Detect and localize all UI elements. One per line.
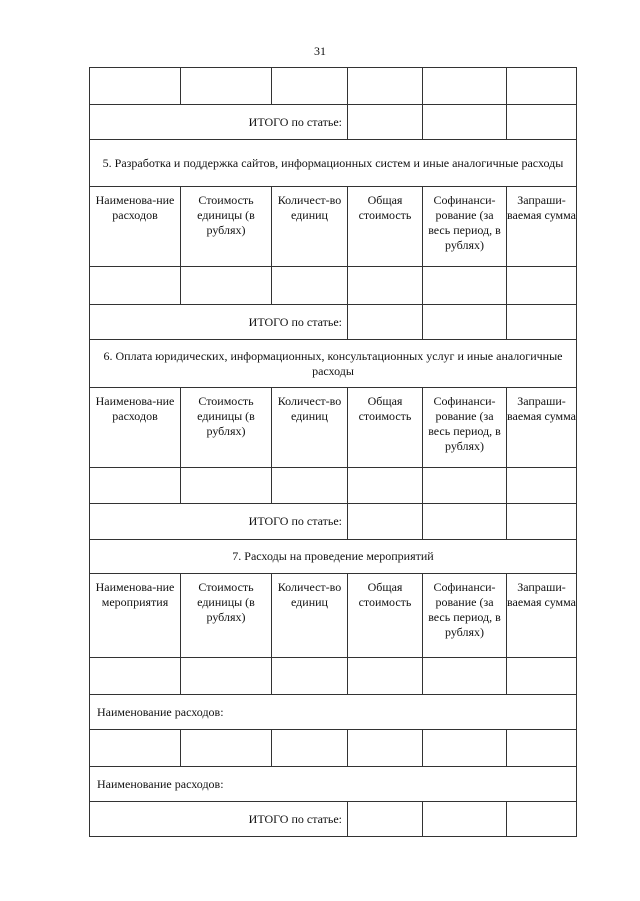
column-header: Количест-во единиц xyxy=(272,187,348,267)
cell[interactable] xyxy=(181,730,272,767)
cell[interactable] xyxy=(507,267,577,305)
cell[interactable] xyxy=(272,658,348,695)
cell[interactable] xyxy=(181,658,272,695)
column-header: Софинанси-рование (за весь период, в рублях) xyxy=(423,574,507,658)
cell[interactable] xyxy=(272,267,348,305)
cell[interactable] xyxy=(423,267,507,305)
cell[interactable] xyxy=(507,730,577,767)
column-header: Общая стоимость xyxy=(348,388,423,468)
column-header: Софинанси-рование (за весь период, в рублях) xyxy=(423,187,507,267)
total-cell[interactable] xyxy=(348,105,423,140)
total-cell[interactable] xyxy=(423,305,507,340)
table-row xyxy=(90,267,577,305)
cell[interactable] xyxy=(423,658,507,695)
total-cell[interactable] xyxy=(348,504,423,540)
header-row xyxy=(90,574,577,658)
cell[interactable] xyxy=(181,267,272,305)
total-cell[interactable] xyxy=(507,802,577,837)
expense-name-label: Наименование расходов: xyxy=(90,695,577,730)
cell[interactable] xyxy=(90,68,181,105)
cell[interactable] xyxy=(507,468,577,504)
cell[interactable] xyxy=(423,468,507,504)
column-header: Общая стоимость xyxy=(348,187,423,267)
header-row xyxy=(90,388,577,468)
total-cell[interactable] xyxy=(423,504,507,540)
cell[interactable] xyxy=(181,68,272,105)
cell[interactable] xyxy=(348,468,423,504)
cell[interactable] xyxy=(348,267,423,305)
expense-name-row xyxy=(90,767,577,802)
column-header: Запраши-ваемая сумма xyxy=(507,388,577,468)
total-label: ИТОГО по статье: xyxy=(90,105,348,140)
total-cell[interactable] xyxy=(348,802,423,837)
section-title: 6. Оплата юридических, информационных, консультационных услуг и иные аналогичные расходы xyxy=(90,340,577,388)
total-cell[interactable] xyxy=(507,504,577,540)
table-row xyxy=(90,468,577,504)
expense-name-row xyxy=(90,695,577,730)
total-label: ИТОГО по статье: xyxy=(90,802,348,837)
total-row xyxy=(90,504,577,540)
column-header: Количест-во единиц xyxy=(272,574,348,658)
budget-table xyxy=(89,67,577,837)
total-label: ИТОГО по статье: xyxy=(90,504,348,540)
section-title: 7. Расходы на проведение мероприятий xyxy=(90,540,577,574)
section-title-row xyxy=(90,540,577,574)
table-row xyxy=(90,68,577,105)
cell[interactable] xyxy=(90,658,181,695)
total-cell[interactable] xyxy=(507,305,577,340)
column-header: Количест-во единиц xyxy=(272,388,348,468)
page-number: 31 xyxy=(314,44,326,58)
column-header: Запраши-ваемая сумма xyxy=(507,574,577,658)
total-cell[interactable] xyxy=(423,802,507,837)
cell[interactable] xyxy=(90,730,181,767)
cell[interactable] xyxy=(90,267,181,305)
column-header: Запраши-ваемая сумма xyxy=(507,187,577,267)
cell[interactable] xyxy=(507,658,577,695)
cell[interactable] xyxy=(348,658,423,695)
cell[interactable] xyxy=(272,68,348,105)
total-row xyxy=(90,802,577,837)
total-label: ИТОГО по статье: xyxy=(90,305,348,340)
section-title-row xyxy=(90,140,577,187)
table-row xyxy=(90,658,577,695)
total-row xyxy=(90,105,577,140)
cell[interactable] xyxy=(423,730,507,767)
cell[interactable] xyxy=(272,730,348,767)
expense-name-label: Наименование расходов: xyxy=(90,767,577,802)
cell[interactable] xyxy=(348,730,423,767)
cell[interactable] xyxy=(507,68,577,105)
column-header: Наименова-ние расходов xyxy=(90,388,181,468)
total-row xyxy=(90,305,577,340)
column-header: Софинанси-рование (за весь период, в рублях) xyxy=(423,388,507,468)
cell[interactable] xyxy=(181,468,272,504)
column-header: Наименова-ние расходов xyxy=(90,187,181,267)
total-cell[interactable] xyxy=(507,105,577,140)
section-title: 5. Разработка и поддержка сайтов, информационных систем и иные аналогичные расходы xyxy=(90,140,577,187)
section-title-row xyxy=(90,340,577,388)
cell[interactable] xyxy=(90,468,181,504)
column-header: Стоимость единицы (в рублях) xyxy=(181,574,272,658)
total-cell[interactable] xyxy=(348,305,423,340)
total-cell[interactable] xyxy=(423,105,507,140)
cell[interactable] xyxy=(272,468,348,504)
column-header: Стоимость единицы (в рублях) xyxy=(181,388,272,468)
column-header: Общая стоимость xyxy=(348,574,423,658)
table-row xyxy=(90,730,577,767)
header-row xyxy=(90,187,577,267)
cell[interactable] xyxy=(348,68,423,105)
column-header: Наименова-ние мероприятия xyxy=(90,574,181,658)
cell[interactable] xyxy=(423,68,507,105)
column-header: Стоимость единицы (в рублях) xyxy=(181,187,272,267)
